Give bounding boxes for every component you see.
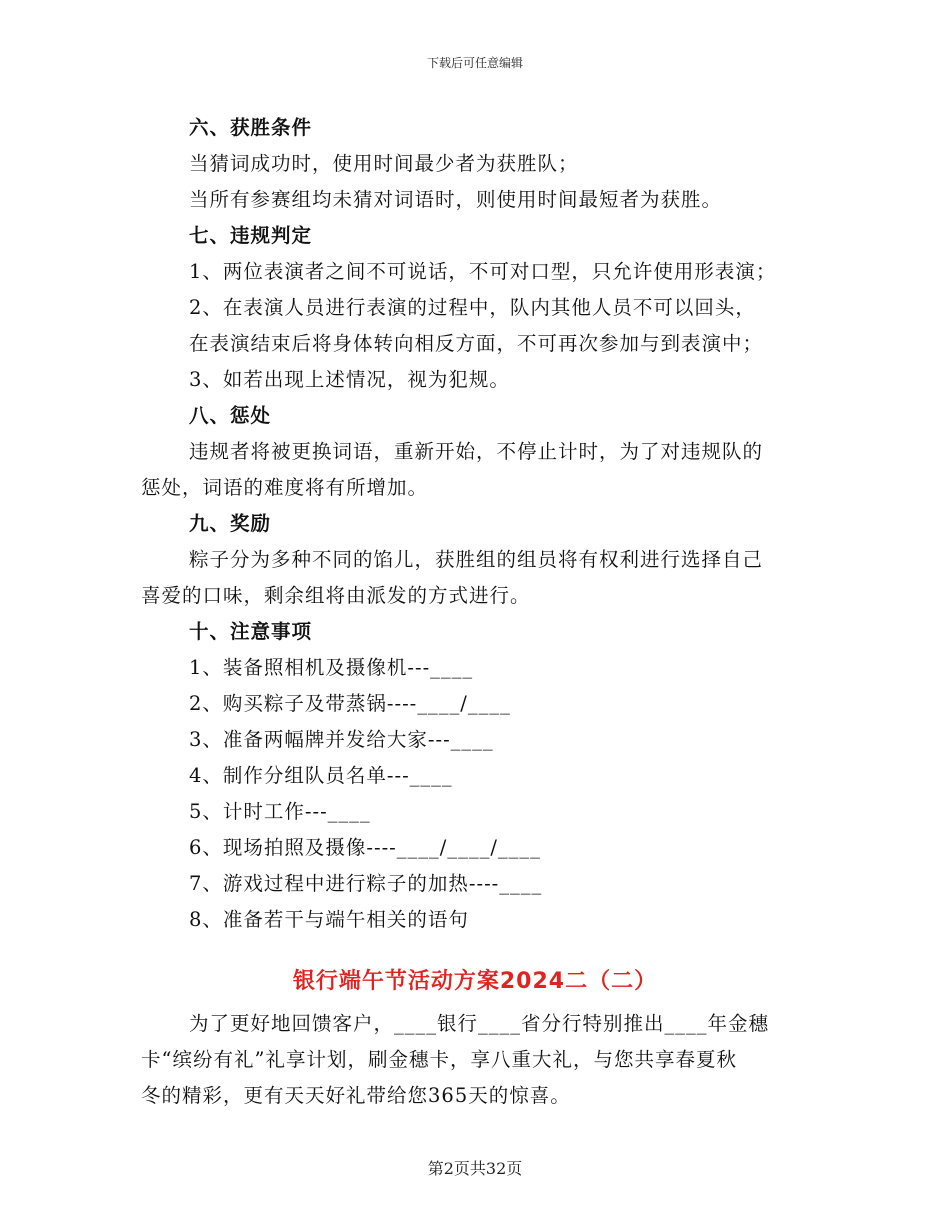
paragraph-line: 为了更好地回馈客户，____银行____省分行特别推出____年金穗 — [189, 1012, 770, 1035]
page-footer: 第2页共32页 — [427, 1159, 523, 1178]
paragraph-line: 卡“缤纷有礼”礼享计划，刷金穗卡，享八重大礼，与您共享春夏秋 — [141, 1048, 737, 1071]
paragraph-line: 违规者将被更换词语，重新开始，不停止计时，为了对违规队的 — [189, 440, 764, 463]
paragraph-line: 粽子分为多种不同的馅儿，获胜组的组员将有权利进行选择自己 — [189, 548, 764, 571]
list-item: 6、现场拍照及摄像----____/____/____ — [189, 836, 541, 859]
list-item: 1、装备照相机及摄像机---____ — [189, 656, 474, 679]
paragraph-line: 惩处，词语的难度将有所增加。 — [141, 476, 429, 499]
paragraph-line: 在表演结束后将身体转向相反方面，不可再次参加与到表演中； — [189, 332, 764, 355]
document-title: 银行端午节活动方案2024二（二） — [292, 969, 658, 994]
document-body — [141, 110, 806, 938]
paragraph-line: 3、如若出现上述情况，视为犯规。 — [189, 368, 510, 391]
section-heading: 九、奖励 — [189, 512, 272, 535]
list-item: 5、计时工作---____ — [189, 800, 371, 823]
paragraph-line: 1、两位表演者之间不可说话，不可对口型，只允许使用形表演； — [189, 260, 777, 283]
section-heading: 八、惩处 — [189, 404, 272, 427]
list-item: 3、准备两幅牌并发给大家---____ — [189, 728, 494, 751]
paragraph-line: 冬的精彩，更有天天好礼带给您365天的惊喜。 — [141, 1084, 571, 1107]
paragraph-line: 喜爱的口味，剩余组将由派发的方式进行。 — [141, 584, 531, 607]
paragraph-line: 当所有参赛组均未猜对词语时，则使用时间最短者为获胜。 — [189, 188, 723, 211]
section-heading: 十、注意事项 — [189, 620, 313, 643]
paragraph-line: 2、在表演人员进行表演的过程中，队内其他人员不可以回头， — [189, 296, 756, 319]
paragraph-line: 当猜词成功时，使用时间最少者为获胜队； — [189, 152, 579, 175]
section-heading: 六、获胜条件 — [189, 116, 313, 139]
list-item: 8、准备若干与端午相关的语句 — [189, 908, 469, 931]
list-item: 2、购买粽子及带蒸锅----____/____ — [189, 692, 511, 715]
list-item: 4、制作分组队员名单---____ — [189, 764, 453, 787]
section-heading: 七、违规判定 — [189, 224, 313, 247]
list-item: 7、游戏过程中进行粽子的加热----____ — [189, 872, 543, 895]
page-header: 下载后可任意编辑 — [426, 56, 523, 70]
document-body-2 — [141, 1006, 806, 1114]
